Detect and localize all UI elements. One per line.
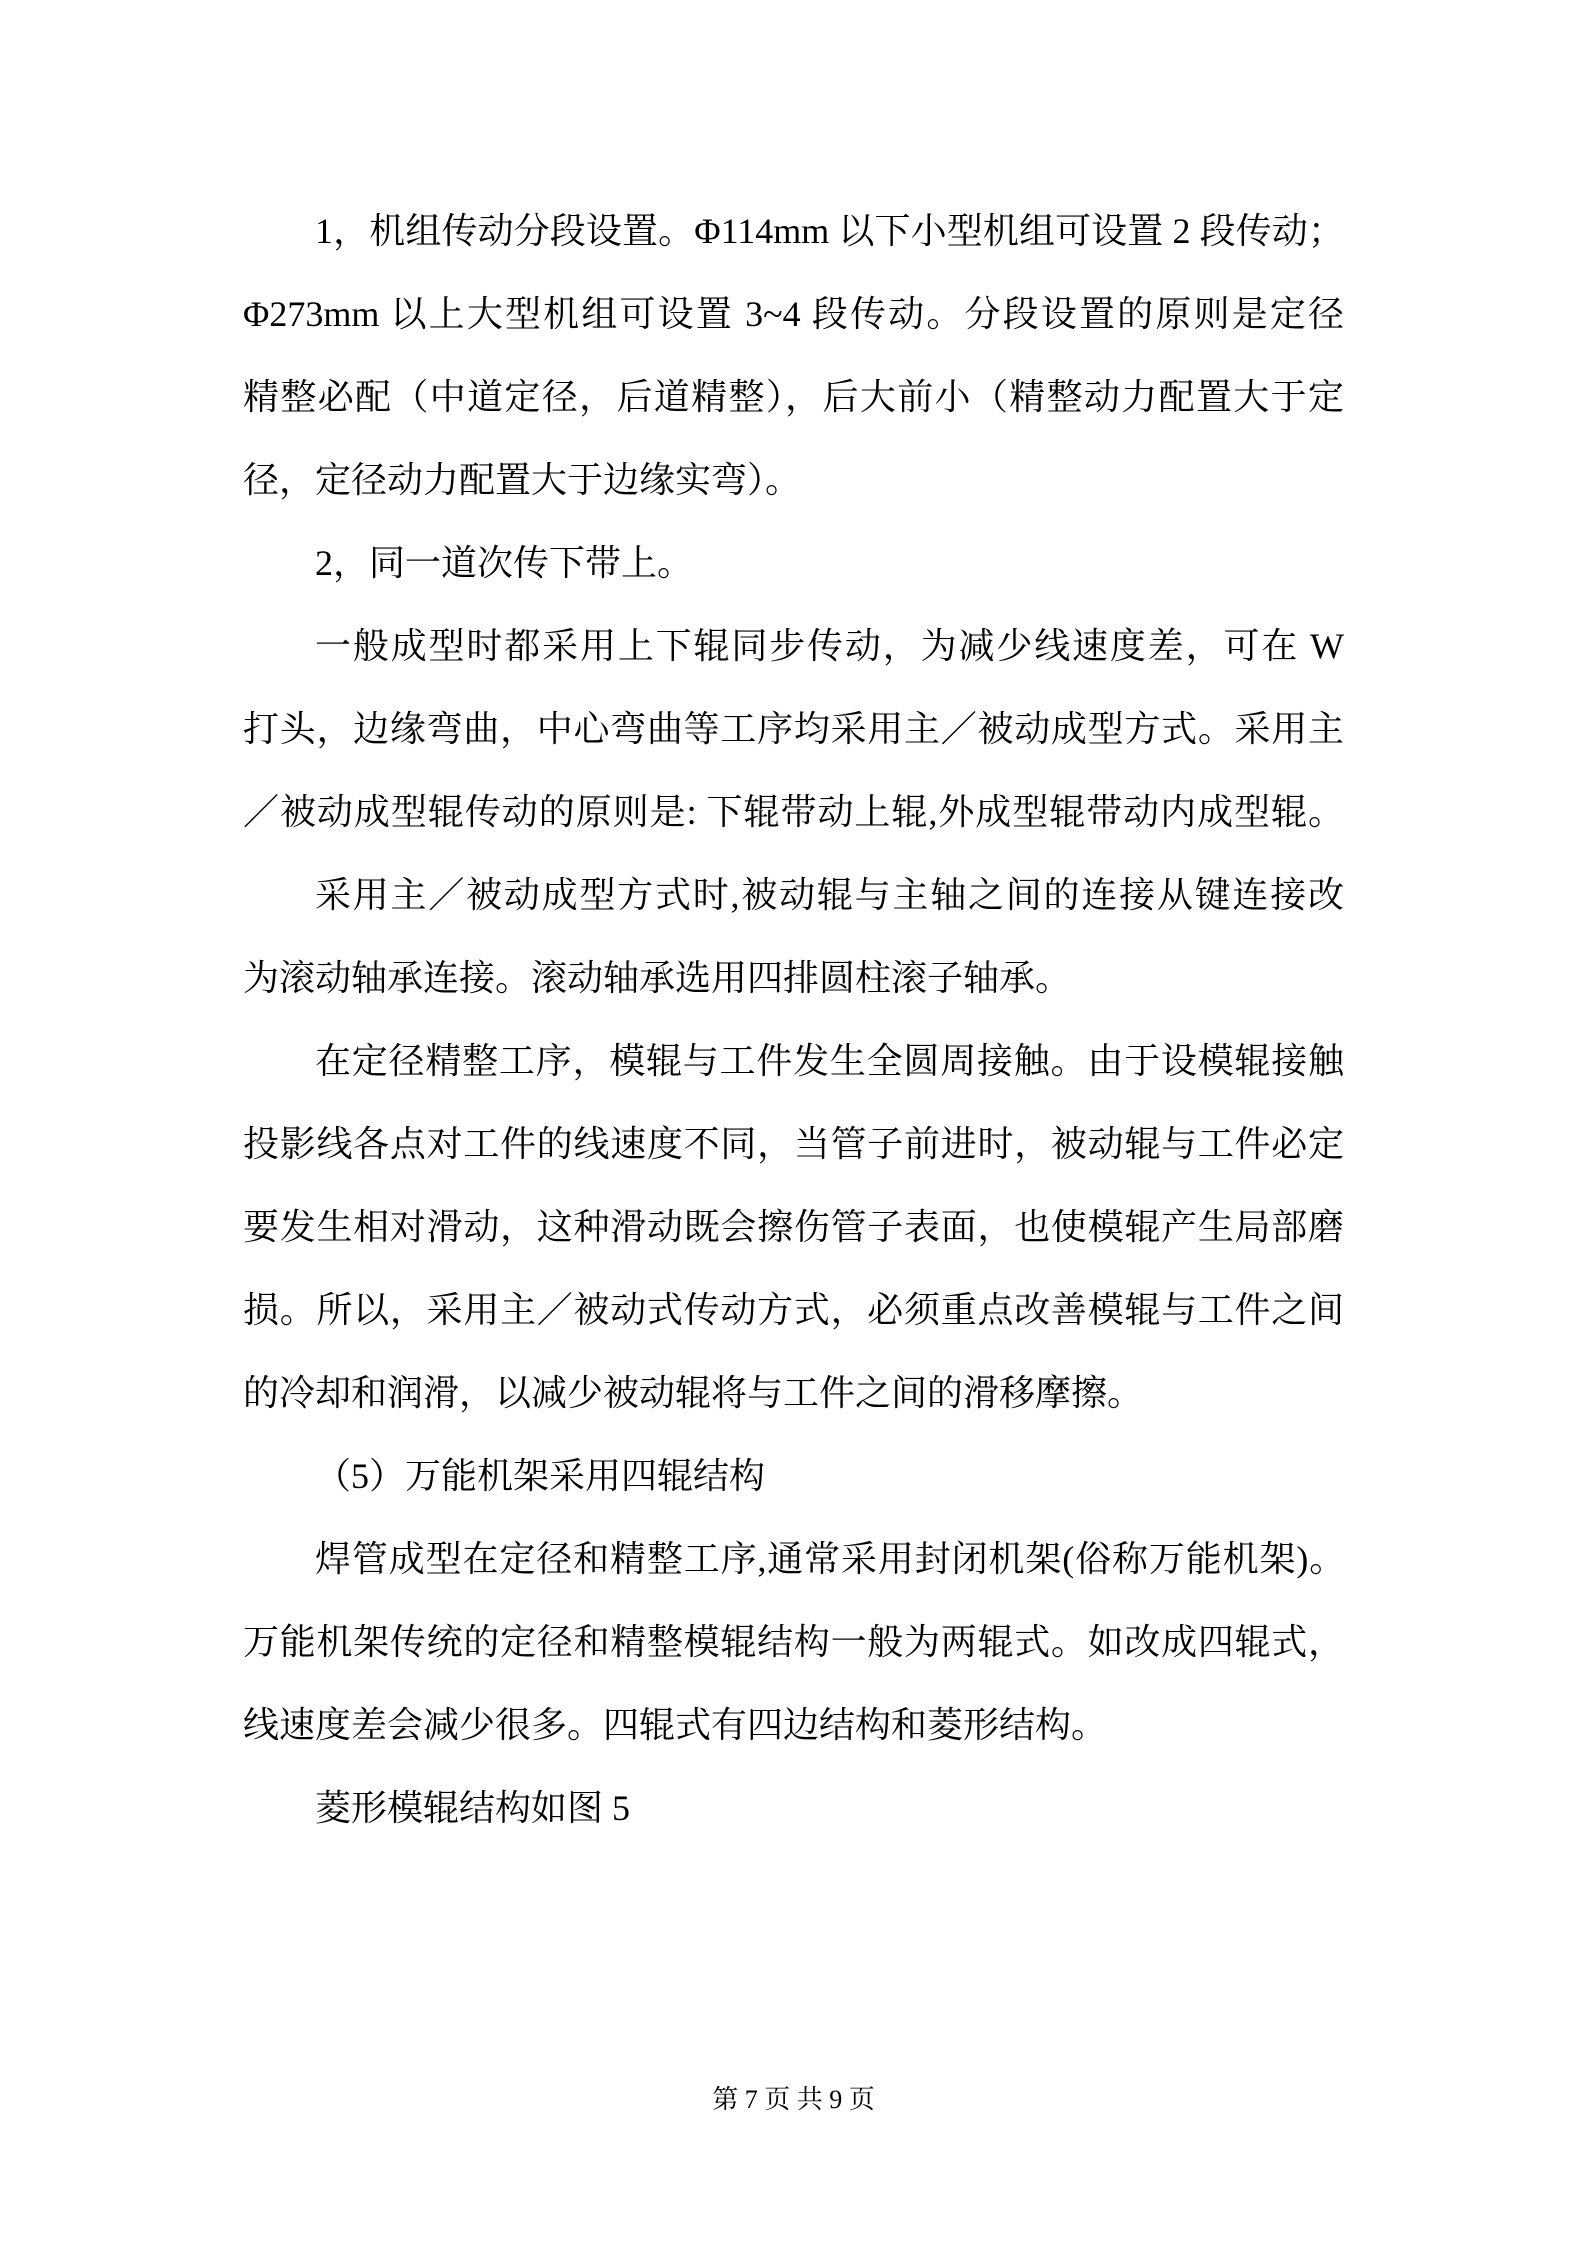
text-line: 的冷却和润滑，以减少被动辊将与工件之间的滑移摩擦。 [243, 1373, 1144, 1413]
text-line: 精整必配（中道定径，后道精整），后大前小（精整动力配置大于定 [243, 377, 1344, 417]
text-line: 一般成型时都采用上下辊同步传动，为减少线速度差，可在 W [315, 626, 1344, 666]
page-number: 第 7 页 共 9 页 [712, 2085, 875, 2114]
text-line: 要发生相对滑动，这种滑动既会擦伤管子表面，也使模辊产生局部磨 [243, 1207, 1344, 1247]
text-line: 为滚动轴承连接。滚动轴承选用四排圆柱滚子轴承。 [243, 958, 1072, 998]
text-line: 采用主／被动成型方式时,被动辊与主轴之间的连接从键连接改 [315, 875, 1344, 915]
text-line: 焊管成型在定径和精整工序,通常采用封闭机架(俗称万能机架)。 [315, 1539, 1344, 1579]
text-line: 线速度差会减少很多。四辊式有四边结构和菱形结构。 [243, 1705, 1108, 1745]
text-line: 1，机组传动分段设置。Φ114mm 以下小型机组可设置 2 段传动； [315, 211, 1344, 251]
text-line: 菱形模辊结构如图 5 [315, 1788, 631, 1828]
text-line: 损。所以，采用主／被动式传动方式，必须重点改善模辊与工件之间 [243, 1290, 1344, 1330]
text-line: 投影线各点对工件的线速度不同，当管子前进时，被动辊与工件必定 [243, 1124, 1344, 1164]
text-line: 万能机架传统的定径和精整模辊结构一般为两辊式。如改成四辊式， [243, 1622, 1344, 1662]
document-body [243, 190, 1344, 1850]
text-line: 径，定径动力配置大于边缘实弯）。 [243, 460, 802, 500]
text-line: （5）万能机架采用四辊结构 [315, 1456, 766, 1496]
text-line: 在定径精整工序，模辊与工件发生全圆周接触。由于设模辊接触 [315, 1041, 1344, 1081]
text-line: 打头，边缘弯曲，中心弯曲等工序均采用主／被动成型方式。采用主 [243, 709, 1344, 749]
text-line: ／被动成型辊传动的原则是: 下辊带动上辊,外成型辊带动内成型辊。 [243, 792, 1344, 832]
text-line: 2，同一道次传下带上。 [315, 543, 694, 583]
text-line: Φ273mm 以上大型机组可设置 3~4 段传动。分段设置的原则是定径 [243, 294, 1344, 334]
